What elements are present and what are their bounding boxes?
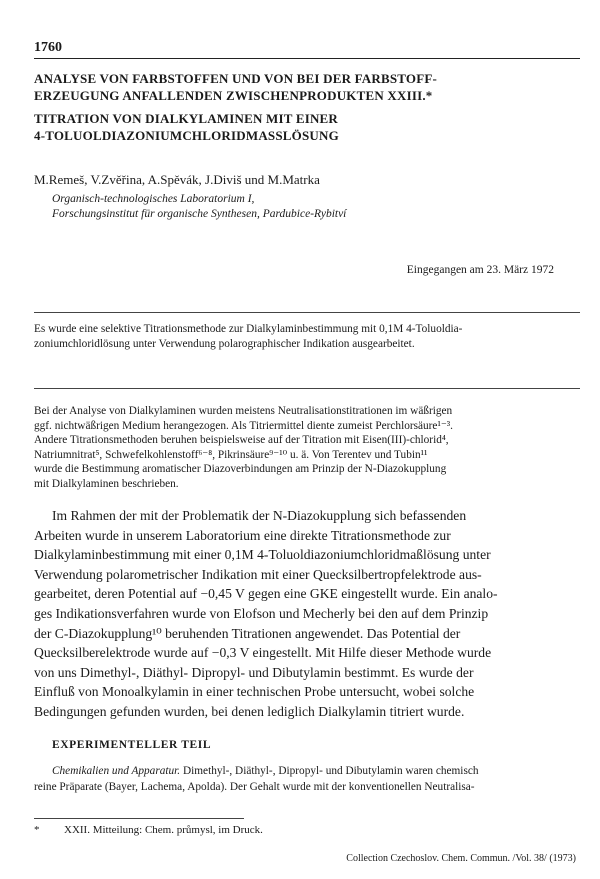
- article-title: [34, 70, 574, 144]
- body-line: von uns Dimethyl-, Diäthyl- Dipropyl- und Dibutylamin bestimmt. Es wurde der: [34, 664, 474, 680]
- introduction: [34, 404, 568, 492]
- affiliation: [52, 192, 346, 222]
- body-line: Bedingungen gefunden wurden, bei denen lediglich Dialkylamin titriert wurde.: [34, 703, 465, 719]
- intro-line: ggf. nichtwäßrigen Medium herangezogen. Als Titriermittel diente zumeist Perchlorsäure¹⁻³.: [34, 419, 454, 432]
- page-number: 1760: [34, 40, 62, 55]
- body-line: Quecksilberelektrode wurde auf −0,3 V eingestellt. Mit Hilfe dieser Methode wurde: [34, 645, 492, 661]
- footnote-rule: [34, 818, 244, 819]
- experimental-paragraph: [34, 764, 568, 795]
- body-line: Arbeiten wurde in unserem Laboratorium eine direkte Titrationsmethode zur: [34, 527, 451, 543]
- intro-line: wurde die Bestimmung aromatischer Diazoverbindungen am Prinzip der N-Diazokupplung: [34, 463, 447, 476]
- body-line: gearbeitet, deren Potential auf −0,45 V gegen eine GKE eingestellt wurde. Ein analo-: [34, 586, 498, 602]
- body-line: der C-Diazokupplung¹⁰ beruhenden Titrationen angewendet. Das Potential der: [34, 625, 461, 641]
- title-line: ANALYSE VON FARBSTOFFEN UND VON BEI DER FARBSTOFF-: [34, 71, 438, 86]
- abstract-line: Es wurde eine selektive Titrationsmethode zur Dialkylaminbestimmung mit 0,1M 4-Toluoldia-: [34, 323, 463, 335]
- authors: M.Remeš, V.Zvěřina, A.Spěvák, J.Diviš und M.Matrka: [34, 172, 320, 187]
- received-date: Eingegangen am 23. März 1972: [406, 264, 554, 276]
- experimental-line: [34, 764, 568, 780]
- subtitle-line: TITRATION VON DIALKYLAMINEN MIT EINER: [34, 111, 339, 126]
- footnote: [34, 824, 263, 836]
- title-line: ERZEUGUNG ANFALLENDEN ZWISCHENPRODUKTEN XXIII.*: [34, 88, 433, 103]
- subtitle-line: 4-TOLUOLDIAZONIUMCHLORIDMASSLÖSUNG: [34, 128, 339, 143]
- body-line: Verwendung polarometrischer Indikation mit einer Quecksilbertropfelektrode aus-: [34, 566, 482, 582]
- journal-footer: Collection Czechoslov. Chem. Commun. /Vol. 38/ (1973): [346, 853, 576, 864]
- affiliation-line: Forschungsinstitut für organische Synthesen, Pardubice-Rybitví: [52, 208, 347, 220]
- experimental-text: Dimethyl-, Diäthyl-, Dipropyl- und Dibutylamin waren chemisch: [180, 765, 479, 777]
- abstract-top-rule: [34, 312, 580, 313]
- header-rule: [34, 58, 580, 59]
- footnote-mark: *: [34, 824, 40, 836]
- abstract-bottom-rule: [34, 388, 580, 389]
- experimental-line: reine Präparate (Bayer, Lachema, Apolda). Der Gehalt wurde mit der konventionellen Neutralisa-: [34, 780, 475, 793]
- intro-line: Natriumnitrat⁵, Schwefelkohlenstoff⁶⁻⁸, Pikrinsäure⁹⁻¹⁰ u. ä. Von Terentev und Tubin¹¹: [34, 448, 428, 461]
- body-line: Einfluß von Monoalkylamin in einer technischen Probe untersucht, wobei solche: [34, 684, 475, 700]
- intro-line: mit Dialkylaminen beschrieben.: [34, 477, 179, 490]
- section-heading: EXPERIMENTELLER TEIL: [52, 739, 212, 751]
- body-line: Dialkylaminbestimmung mit einer 0,1M 4-Toluoldiazoniumchloridmaßlösung unter: [34, 547, 491, 563]
- intro-line: Andere Titrationsmethoden beruhen beispielsweise auf der Titration mit Eisen(III)-chlorid⁴,: [34, 434, 449, 447]
- footnote-text: XXII. Mitteilung: Chem. průmysl, im Druck.: [64, 824, 263, 836]
- body-paragraph: [34, 506, 568, 722]
- intro-line: Bei der Analyse von Dialkylaminen wurden meistens Neutralisationstitrationen im wäßrigen: [34, 405, 453, 417]
- affiliation-line: Organisch-technologisches Laboratorium I,: [52, 193, 255, 205]
- abstract: [34, 322, 568, 352]
- body-line: Im Rahmen der mit der Problematik der N-Diazokupplung sich befassenden: [52, 508, 467, 523]
- experimental-lead: Chemikalien und Apparatur.: [52, 765, 181, 777]
- body-line: ges Indikationsverfahren wurde von Elofson und Mecherly bei den auf dem Prinzip: [34, 605, 489, 621]
- abstract-line: zoniumchloridlösung unter Verwendung polarographischer Indikation ausgearbeitet.: [34, 338, 415, 350]
